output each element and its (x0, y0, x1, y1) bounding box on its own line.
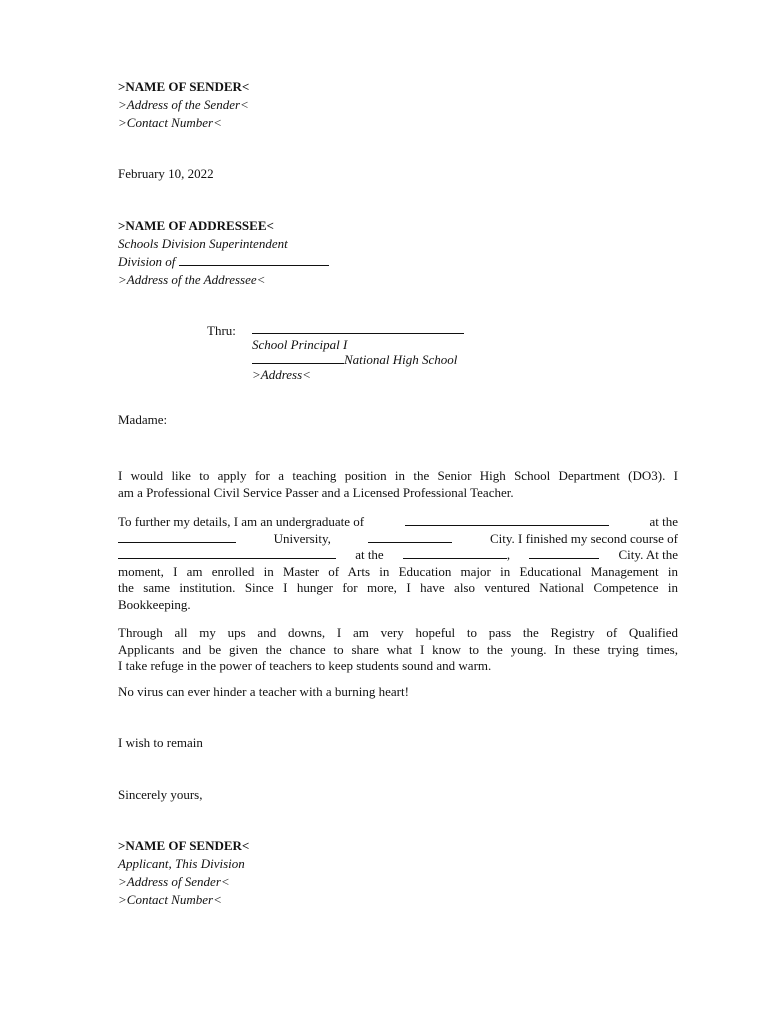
letter-date: February 10, 2022 (118, 166, 214, 181)
school-name-blank (252, 351, 344, 364)
p3-line-3: I take refuge in the power of teachers to keep students sound and warm. (118, 658, 492, 673)
addressee-title: Schools Division Superintendent (118, 236, 288, 251)
addressee-address: >Address of the Addressee< (118, 272, 266, 287)
signature-name: >NAME OF SENDER< (118, 838, 250, 853)
signature-address: >Address of Sender< (118, 874, 230, 889)
university-blank (405, 513, 609, 526)
sender-contact: >Contact Number< (118, 115, 222, 130)
p2-line-4: moment, I am enrolled in Master of Arts in Education major in Educational Management in (118, 563, 678, 579)
addressee-block (118, 217, 329, 288)
p2-line-2: University, City. I finished my second course of (118, 530, 678, 547)
second-course-blank (118, 546, 336, 559)
addressee-division (118, 253, 329, 270)
thru-block (252, 321, 464, 383)
addressee-name: >NAME OF ADDRESSEE< (118, 218, 274, 233)
p2-line-6: Bookkeeping. (118, 596, 191, 612)
division-blank (179, 253, 329, 266)
p3-line-2: Applicants and be given the chance to share what I know to the young. In these trying times, (118, 641, 678, 657)
division-label: Division of (118, 254, 176, 269)
p2-line-5: the same institution. Since I hunger for more, I have also ventured National Competence in (118, 580, 678, 595)
p1-line-1: I would like to apply for a teaching position in the Senior High School Department (DO3). I (118, 468, 678, 483)
second-school-blank (403, 546, 507, 559)
sender-address: >Address of the Sender< (118, 97, 249, 112)
second-city-blank (529, 546, 599, 559)
paragraph-2 (118, 513, 678, 612)
signature-role: Applicant, This Division (118, 856, 245, 871)
remain-line: I wish to remain (118, 735, 203, 750)
thru-name-blank (252, 321, 464, 334)
signature-block (118, 837, 249, 908)
school-suffix: National High School (344, 352, 458, 367)
p2-line-1: To further my details, I am an undergraduate of at the (118, 514, 678, 529)
p1-line-2: am a Professional Civil Service Passer and a Licensed Professional Teacher. (118, 484, 514, 500)
sender-name: >NAME OF SENDER< (118, 79, 250, 94)
thru-label: Thru: (207, 323, 236, 338)
university-city-blank (118, 530, 236, 543)
paragraph-1 (118, 467, 678, 500)
p3-line-1: Through all my ups and downs, I am very hopeful to pass the Registry of Qualified (118, 625, 678, 640)
p2-line-3: at the , City. At the (118, 546, 678, 563)
thru-address: >Address< (252, 367, 311, 382)
paragraph-3 (118, 624, 678, 674)
city-blank (368, 530, 452, 543)
thru-title: School Principal I (252, 337, 348, 352)
sender-header (118, 78, 249, 131)
salutation: Madame: (118, 412, 168, 427)
signature-contact: >Contact Number< (118, 892, 222, 907)
closing: Sincerely yours, (118, 787, 203, 802)
paragraph-4: No virus can ever hinder a teacher with a burning heart! (118, 684, 409, 699)
